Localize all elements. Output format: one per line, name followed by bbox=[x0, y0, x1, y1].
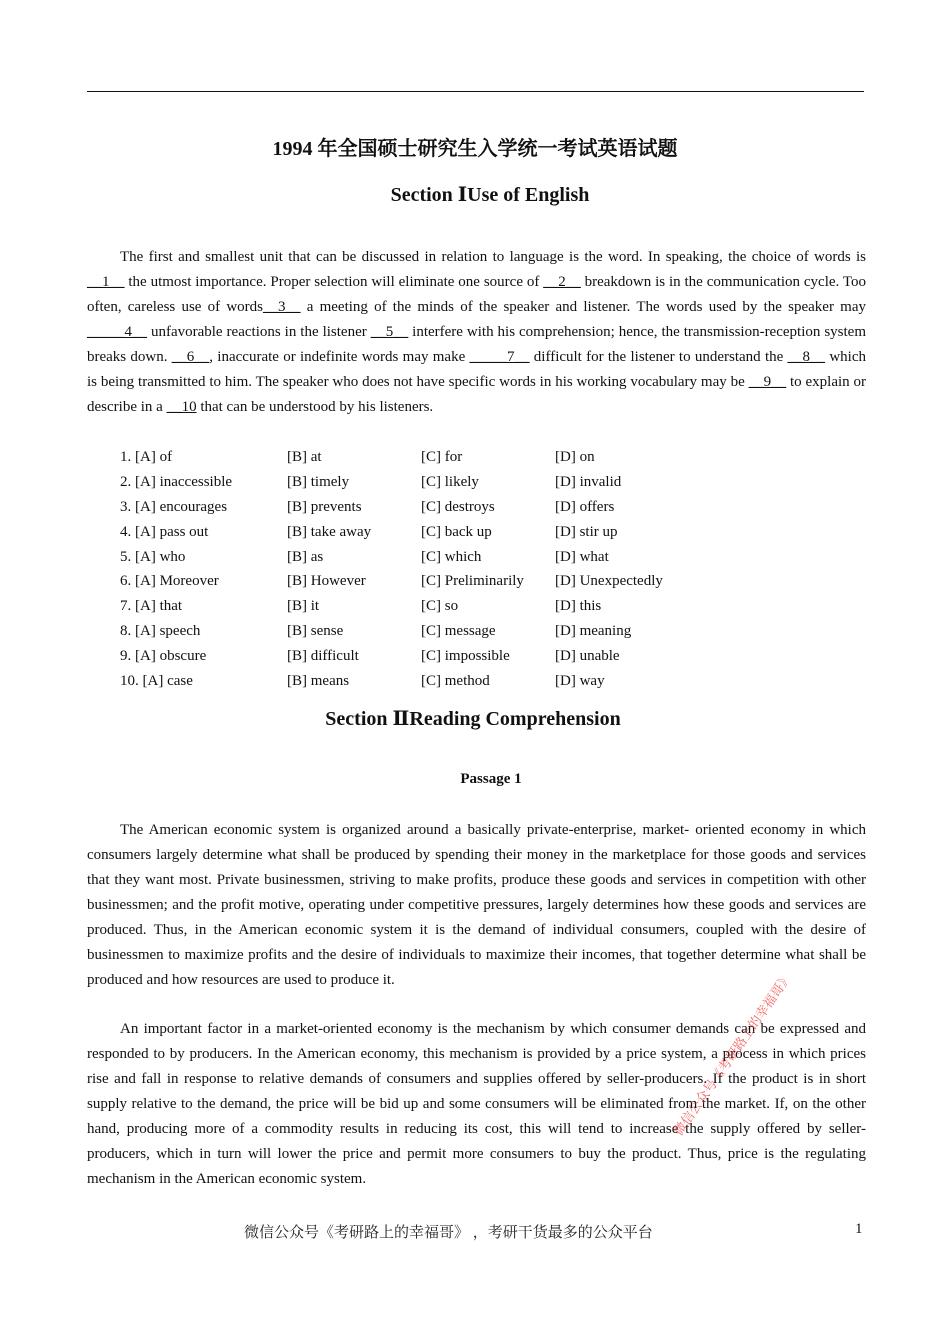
option-row bbox=[120, 594, 715, 619]
blank-3: __3__ bbox=[263, 299, 301, 315]
passage-paragraph-1: The American economic system is organized around a basically private-enterprise, market- oriented economy in which consumers largely determine what shall be produced by spending their money in the marketplace for those goods and services that they want most. Private businessmen, striving to make profits, produce these goods and services in competition with other businessmen; and the profit motive, operating under competitive pressures, largely determines how these goods and services are produced. Thus, in the American economic system it is the demand of individual consumers, coupled with the desire of businessmen to maximize profits and the desire of individuals to maximize their incomes, that together determine what shall be produced and how resources are used to produce it. bbox=[87, 822, 866, 988]
option-d: [D] offers bbox=[555, 498, 615, 515]
option-row bbox=[120, 644, 715, 669]
option-a: 2. [A] inaccessible bbox=[120, 473, 233, 490]
cloze-text: The first and smallest unit that can be discussed in relation to language is the word. In speaking, the choice of words is bbox=[120, 249, 866, 265]
option-c: [C] method bbox=[421, 673, 490, 690]
option-b: [B] it bbox=[287, 598, 320, 615]
option-a: 5. [A] who bbox=[120, 548, 186, 565]
option-row bbox=[120, 669, 715, 694]
option-row bbox=[120, 445, 715, 470]
blank-2: __2__ bbox=[543, 274, 581, 290]
option-a: 4. [A] pass out bbox=[120, 523, 209, 540]
option-a: 10. [A] case bbox=[120, 673, 193, 690]
option-c: [C] so bbox=[421, 598, 459, 615]
option-d: [D] on bbox=[555, 449, 595, 465]
option-d: [D] what bbox=[555, 548, 609, 565]
header-rule bbox=[87, 91, 864, 92]
option-row bbox=[120, 520, 715, 545]
option-d: [D] stir up bbox=[555, 523, 618, 540]
cloze-text: breakdown is in the communication cycle. Too often, careless use of words bbox=[87, 274, 866, 315]
option-row bbox=[120, 569, 715, 594]
cloze-text: interfere with his comprehension; hence, the transmission-reception system breaks down. bbox=[87, 324, 866, 365]
cloze-text: that can be understood by his listeners. bbox=[196, 399, 434, 415]
blank-6: __6__ bbox=[171, 349, 210, 365]
option-b: [B] difficult bbox=[287, 648, 359, 665]
passage-paragraph-2: An important factor in a market-oriented economy is the mechanism by which consumer demands can be expressed and responded to by producers. In the American economy, this mechanism is provided by a price system, a process in which prices rise and fall in response to relative demands of consumers and supplies offered by seller-producers. If the product is in short supply relative to the demand, the price will be bid up and some consumers will be eliminated from the market. If, on the other hand, producing more of a commodity results in reducing its cost, this will tend to increase the supply offered by seller-producers, which in turn will lower the price and permit more consumers to buy the product. Thus, price is the regulating mechanism in the American economic system. bbox=[87, 1021, 866, 1187]
option-a: 7. [A] that bbox=[120, 598, 183, 615]
option-c: [C] destroys bbox=[421, 498, 495, 515]
option-d: [D] way bbox=[555, 673, 605, 690]
option-d: [D] unable bbox=[555, 648, 620, 665]
passage-title: Passage 1 bbox=[460, 771, 522, 787]
option-a: 9. [A] obscure bbox=[120, 648, 207, 665]
blank-5: __5__ bbox=[370, 324, 409, 340]
option-b: [B] prevents bbox=[287, 498, 362, 515]
section-2-heading: Section ⅡReading Comprehension bbox=[325, 708, 621, 730]
option-b: [B] means bbox=[287, 673, 350, 690]
blank-4: _____4__ bbox=[87, 324, 147, 340]
option-a: 1. [A] of bbox=[120, 449, 173, 465]
option-b: [B] timely bbox=[287, 473, 350, 490]
option-d: [D] invalid bbox=[555, 473, 622, 490]
page-number: 1 bbox=[855, 1221, 863, 1237]
cloze-text: unfavorable reactions in the listener bbox=[147, 324, 371, 340]
cloze-text: difficult for the listener to understand the bbox=[529, 349, 788, 365]
option-a: 3. [A] encourages bbox=[120, 498, 228, 515]
option-a: 6. [A] Moreover bbox=[120, 573, 219, 590]
option-b: [B] as bbox=[287, 548, 324, 565]
option-row bbox=[120, 619, 715, 644]
answer-options bbox=[120, 445, 715, 694]
cloze-text: which is being transmitted to him. The speaker who does not have specific words in his working vocabulary may be bbox=[87, 349, 866, 390]
option-d: [D] meaning bbox=[555, 623, 632, 640]
footer-text: 微信公众号《考研路上的幸福哥》 ，考研干货最多的公众平台 bbox=[244, 1225, 653, 1241]
option-c: [C] Preliminarily bbox=[421, 573, 524, 590]
option-c: [C] for bbox=[421, 449, 463, 465]
option-c: [C] message bbox=[421, 623, 496, 640]
watermark: 微信公众号《考研路上的幸福哥》 bbox=[671, 970, 796, 1139]
option-c: [C] which bbox=[421, 548, 482, 565]
cloze-text: a meeting of the minds of the speaker and listener. The words used by the speaker may bbox=[300, 299, 866, 315]
option-row bbox=[120, 545, 715, 570]
blank-10: __10 bbox=[166, 399, 197, 415]
blank-7: _____7__ bbox=[469, 349, 530, 365]
page-title: 1994 年全国硕士研究生入学统一考试英语试题 bbox=[272, 138, 678, 160]
option-row bbox=[120, 495, 715, 520]
cloze-text: to explain or describe in a bbox=[87, 374, 866, 415]
option-b: [B] sense bbox=[287, 623, 344, 640]
blank-1: __1__ bbox=[87, 274, 125, 290]
cloze-passage bbox=[87, 245, 866, 420]
option-d: [D] this bbox=[555, 598, 602, 615]
cloze-text: the utmost importance. Proper selection will eliminate one source of bbox=[124, 274, 544, 290]
option-d: [D] Unexpectedly bbox=[555, 573, 663, 590]
option-b: [B] take away bbox=[287, 523, 372, 540]
option-a: 8. [A] speech bbox=[120, 623, 201, 640]
option-c: [C] back up bbox=[421, 523, 492, 540]
cloze-text: , inaccurate or indefinite words may make bbox=[209, 349, 470, 365]
option-b: [B] at bbox=[287, 449, 322, 465]
option-row bbox=[120, 470, 715, 495]
section-1-heading: Section ⅠUse of English bbox=[390, 184, 590, 206]
blank-8: __8__ bbox=[787, 349, 826, 365]
blank-9: __9__ bbox=[748, 374, 787, 390]
option-b: [B] However bbox=[287, 573, 366, 590]
option-c: [C] likely bbox=[421, 473, 479, 490]
option-c: [C] impossible bbox=[421, 648, 510, 665]
